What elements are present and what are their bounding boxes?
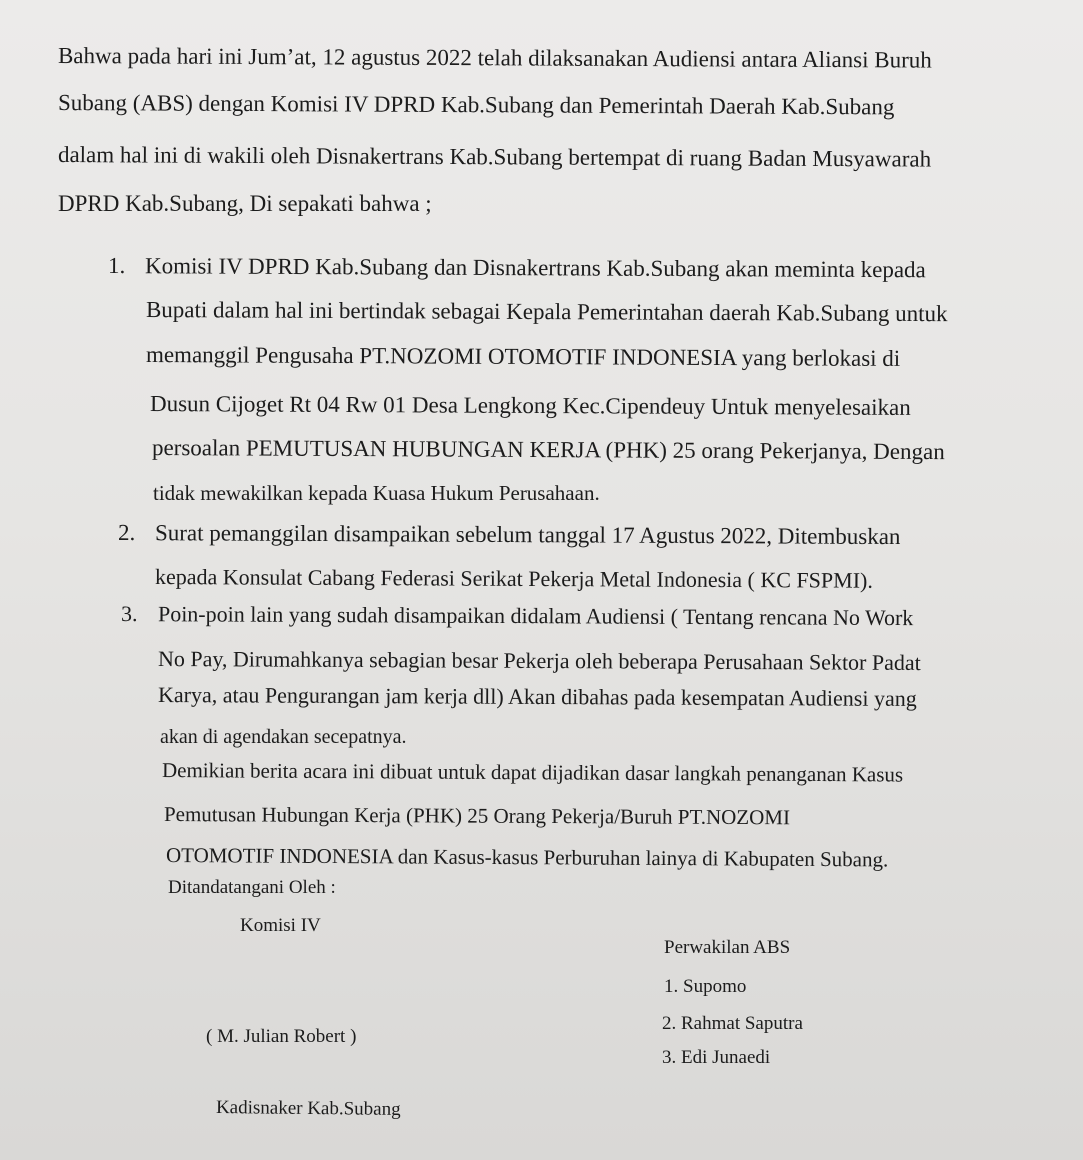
list-item-text: akan di agendakan secepatnya. (160, 726, 407, 748)
list-item-text: Dusun Cijoget Rt 04 Rw 01 Desa Lengkong Kec.Cipendeuy Untuk menyelesaikan (149, 391, 911, 420)
list-item-text: memanggil Pengusaha PT.NOZOMI OTOMOTIF INDONESIA yang berlokasi di (145, 342, 901, 371)
list-item-text: Karya, atau Pengurangan jam kerja dll) Akan dibahas pada kesempatan Audiensi yang (157, 682, 917, 711)
closing-line: Demikian berita acara ini dibuat untuk dapat dijadikan dasar langkah penanganan Kasus (161, 758, 904, 787)
list-item-text: kepada Konsulat Cabang Federasi Serikat Pekerja Metal Indonesia ( KC FSPMI). (154, 564, 873, 593)
list-item-text: Poin-poin lain yang sudah disampaikan didalam Audiensi ( Tentang rencana No Work (157, 601, 914, 631)
abs-member: 1. Supomo (664, 976, 747, 997)
intro-line: DPRD Kab.Subang, Di sepakati bahwa ; (58, 191, 432, 216)
list-item-number: 1. (107, 253, 126, 279)
list-item-text: Komisi IV DPRD Kab.Subang dan Disnakertrans Kab.Subang akan meminta kepada (144, 253, 926, 283)
list-item-2 (118, 521, 901, 548)
intro-line: Subang (ABS) dengan Komisi IV DPRD Kab.Subang dan Pemerintah Daerah Kab.Subang (57, 90, 895, 120)
intro-line: dalam hal ini di wakili oleh Disnakertrans Kab.Subang bertempat di ruang Badan Musyawarah (57, 142, 932, 172)
list-item-text: Surat pemanggilan disampaikan sebelum tanggal 17 Agustus 2022, Ditembuskan (154, 520, 901, 550)
signed-by-label: Ditandatangani Oleh : (168, 877, 336, 898)
komisi-title: Komisi IV (240, 915, 321, 936)
list-item-number: 3. (120, 601, 138, 627)
komisi-name: ( M. Julian Robert ) (206, 1026, 357, 1047)
list-item-text: persoalan PEMUTUSAN HUBUNGAN KERJA (PHK) 25 orang Pekerjanya, Dengan (151, 435, 945, 465)
list-item-3 (121, 603, 913, 629)
abs-title: Perwakilan ABS (664, 937, 791, 958)
kadisnaker-title: Kadisnaker Kab.Subang (215, 1097, 401, 1120)
list-item-number: 2. (117, 520, 136, 546)
abs-member: 3. Edi Junaedi (662, 1047, 771, 1068)
list-item-text: Bupati dalam hal ini bertindak sebagai Kepala Pemerintahan daerah Kab.Subang untuk (145, 297, 948, 327)
closing-line: OTOMOTIF INDONESIA dan Kasus-kasus Perburuhan lainya di Kabupaten Subang. (165, 843, 889, 872)
list-item-text: No Pay, Dirumahkanya sebagian besar Pekerja oleh beberapa Perusahaan Sektor Padat (157, 646, 921, 675)
list-item-text: tidak mewakilkan kepada Kuasa Hukum Perusahaan. (153, 481, 600, 505)
intro-line: Bahwa pada hari ini Jum’at, 12 agustus 2022 telah dilaksanakan Audiensi antara Aliansi Buruh (57, 43, 932, 73)
closing-line: Pemutusan Hubungan Kerja (PHK) 25 Orang Pekerja/Buruh PT.NOZOMI (163, 802, 791, 830)
abs-member: 2. Rahmat Saputra (662, 1013, 803, 1034)
list-item-1 (108, 254, 926, 281)
